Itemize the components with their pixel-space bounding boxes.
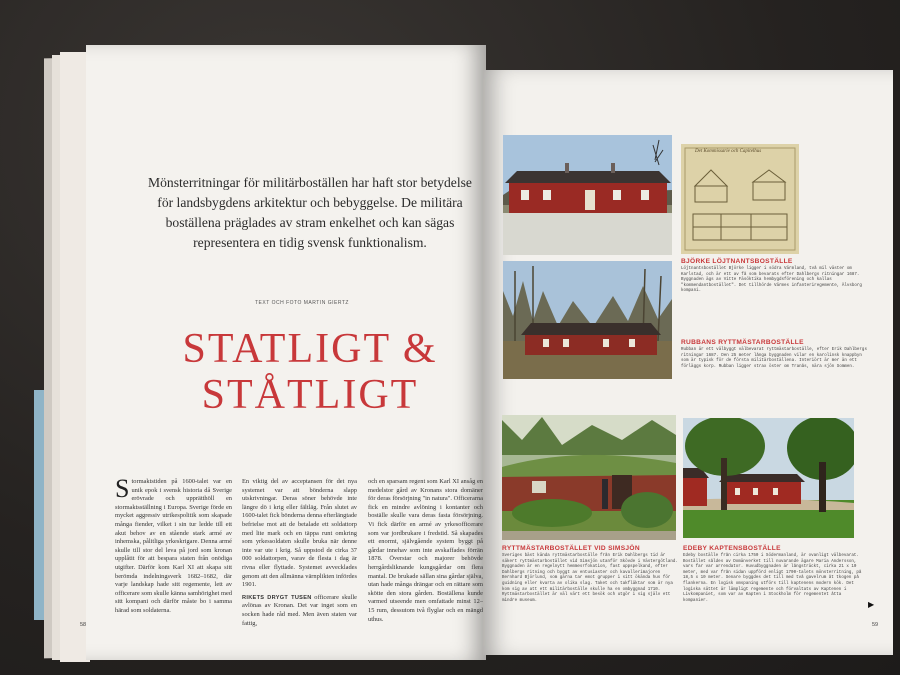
caption-heading: RYTTMÄSTARBOSTÄLLET VID SIMSJÖN [502,545,640,552]
body-column [242,478,357,628]
drop-cap: S [115,474,130,503]
photo-bjorke-house [503,135,672,255]
caption-heading: BJÖRKE LÖJTNANTSBOSTÄLLE [681,258,793,265]
title-line: STATLIGT & [182,326,438,372]
body-text: En viktig del av acceptansen för det nya systemet var att bönderna slapp utskrivningar. Deras söner behövde inte längre dö i krig eller fältläg. Från slutet av 1600-talet fick bönderna denna efterlängtade befrielse mot att de betalade ett soldattorp med lite mark och en täppa runt omkring som yrkessoldaten skulle bruka när denne inte var ute i krig. Så uppstod de cirka 37 000 soldattorpen, varav de flesta i dag är rivna eller flyttade. Systemet avvecklades genom att den allmänna värnplikten infördes 1901. [242,478,357,589]
body-column [115,474,232,616]
caption-text: Sveriges bäst kända ryttmästarboställe från Erik Dahlbergs tid är säkert ryttmästarbostället vid Simsjön utanför Skövde i Västergötland. Byggnaden är en regelnytt hemmesrfokation, fast uppspelkand, efter Dahlbergs ritning och byggt av entusiaster och kavallerimajoren Bernhard Björlund, som gärna tar emot grupper i sitt ökända hus för guidning eller kvarta av olika slag. Taket och takfläktar som är nya kom sig av att ett militärboställe skulle ha en ombyggnad 1710. Ryttmästarbostället är väl värt ett besök och utgör i sig själv ett mindre museum. [502,554,678,603]
caption-heading: EDEBY KAPTENSBOSTÄLLE [683,545,781,552]
caption-text: Löjtnantsbostället Björke ligger i södra Värmland, två mil väster om Karlstad, och är ett av få som bevarats efter Dahlbergs ritningar 1687. Byggnaden ägs av Vitte Fäsöktika hembygdsförening och kallas "kommendantbostället". Det tillhörde Värmes infanteriregemente, Älvsborg kompani. [681,267,862,294]
caption-text: Edeby boställe från cirka 1750 i Södermanland, är ovanligt välbevarat. Bostället såldes av Domänverket till nuvarande ägare Maria Andersson, vars far var arrendator. Huvudbyggnaden är långsträckt, cirka 21 x 10 meter, med var från sidan uppförd enligt 1700-talets mönsterritning, på 18,5 x 10 meter. Senare byggdes det till med två gavelrum åt tkogen på flankerna. En logisk omspaning utförs till kaptenens modern kök. Det logiska sättet är lämpligt regemente och förvaltats av Kaptenen i Livkompaniet, som var av Kapten i Stockholm för regementet åtta kompanier. [683,554,862,603]
photo-edeby-house [683,418,854,538]
continue-arrow-icon: ▶ [868,600,875,609]
body-text: officerare skulle avlönas av Kronan. Det var inget som en socken hade råd med. Men även staten var fattig, [242,593,357,627]
intro-paragraph: Mönsterritningar för militärboställen har haft stor betydelse för landsbygdens arkitektur och bebyggelse. De militära boställena präglades av stram enkelhet och kan sägas representera en tidig svensk funktionalism. [148,175,472,250]
photo-historic-drawing [681,144,799,254]
page-number: 58 [80,622,87,628]
subheading: RIKETS DRYGT TUSEN [242,594,312,601]
body-column [368,478,483,624]
title-line: STÅTLIGT [201,372,419,418]
body-text: tormaktstiden på 1600-talet var en unik epok i svensk historia då Sverige erövrade och upprätthöll en stormaktsställning i Europa. Sverige förde en mycket aggressiv utrikespolitik som skapade många fiender, vilket i sin tur ledde till ett akut behov av en stående stark armé av inhemska, pålitliga yrkeskrigare. Denna armé skulle till stor del leva på jord som kronan upplåtit för att bespara staten från onödiga utgifter. Därför kom Karl XI att skapa sitt berömda indelningsverk 1682–1682, där varje landskap hade sitt regemente, lett av officerare som skulle känna samhörighet med sitt kompani och därför måste bo i samma härad som soldaterna. [115,478,232,614]
body-text: och en sparsam regent som Karl XI ansåg en medelstor gård av Kronans stora domäner för deras försörjning "in natura". Officerarna fick en mindre avlöning i kontanter och boställe skulle vara deras fasta försörjning. Vi fick därför en armé av yrkesofficerare som var jordbrukare i fredstid. Så skapades ett enormt, självgående system byggt på gårdar innehav som inte avskaffades förrän 1878. Överstar och majorer behövde herrgårdsliknande kungsgårdar om flera mantal. De brukade sällan sina gårdar själva, utan hade många drängar och en rättare som skötte den stora gården. Boställena kunde varmed utseende men omfattade minst 12–15 rum, dessutom två flyglar och en mängd uthus. [368,478,483,623]
photo-simsjon-house [502,415,676,540]
photo-rubban-house [503,261,672,379]
drawing-label: Det Kommissarie och Capitelhus [695,149,762,154]
article-title [150,326,470,418]
caption-heading: RUBBANS RYTTMÄSTARBOSTÄLLE [681,339,804,346]
caption-text: Rubban är ett välbyggt välbevarat ryttmästarboställe, efter Erik Dahlbergs ritningar 1687. Den 25 meter långa byggnaden vilar en karolinsk knappbyn som är typisk för de första militärboställena. Interiört är mer än ett förläggs korp. Rubban ligger strax öster om Tranås, nära sjön Sommen. [681,348,867,369]
photo-credit: TEXT OCH FOTO MARTIN GIERTZ [255,300,349,306]
page-number: 59 [872,622,879,628]
